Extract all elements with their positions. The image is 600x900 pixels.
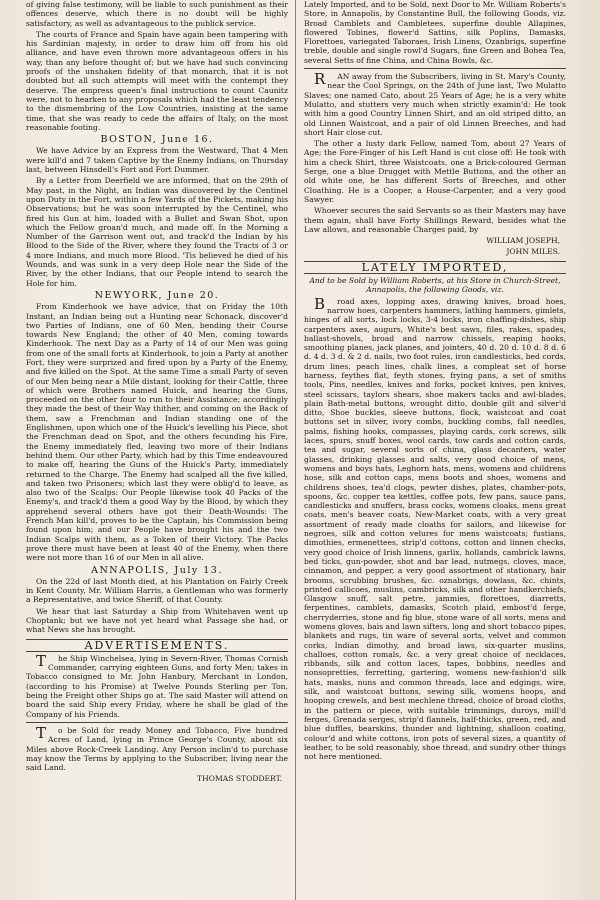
goods-list: Broad axes, lopping axes, drawing knives, broad hoes, narrow hoes, carpenters hammers, lathing hammers, gimlets, hinges of all sorts, lock locks, 3-4 locks, iron chaffing-dishes, ship carpenters axes, augurs, White's best saws, files, rakes, spades, ballast-shovels, broad and narrow chissels, reaping hooks, smoothing planes, jack planes, and jointers, 40 d. 20 d. 10 d. 8 d. 6 d. 4 d. 3 d. & 2 d. nails, two foot rules, iron candlesticks, bed cords, drum lines, peach lines, chalk lines, a compleat set of horse harness, feythes flat, feyth stones, frying pans, a set of smiths tools, Pins, needles, knives and forks, pocket knives, pen knives, steel scissars, taylors shears, shoe makers tacks and awl-blades, plain Bath-metal buttons, wrought ditto, double gilt and silver'd ditto, Shoe buckles, sleeve buttons, flock, waistcoat and coat buttons set in silver, ivory combs, buckling combs, fall needles, palms, fishing hooks, compasses, playing cards, cork screws, silk laces, spurs, snuff boxes, wool cards, tow cards and cotton cards, tea and sugar, several sorts of china, glass decanters, water glasses, drinking glasses and salts, very good choice of mens, womens and boys hats, Leghorn hats, mens, womens and childrens hose, silk and cotton caps, mens boots and shoes, womens and childrens shoes, tea'd clogs, pewter dishes, plates, chamber-pots, spoons, &c. copper tea kettles, coffee pots, few pans, sauce pans, candlesticks and snuffers, brass cocks, womens cloaks, mens great coats, men's beaver coats, New-Market coats, with a very great assortment of ready made cloaths for sailors, and likewise for negroes, silk and cotton velures for mens waistcoats; fustians, dimothies, ermenettees, strip'd cottons, cotton and linnen checks, very good choice of Irish linnens, garlix, hollands, cambrick lawns, bed ticks, gun-powder, shot and bar lead, nutmegs, cloves, mace, cinnamon, and pepper, a very good assortment of stationary, hair brooms, scrubbing brushes, &c. oznabrigs, dowlass, &c. chints, printed callicoes, muslins, cambricks, silk and other handkerchiefs, Glasgow snuff, salt petre, jammies, florettoes, diarretts, ferpentines, camblets, damasks, Scotch plaid, embost'd ferge, cherryderries, stone and fig blue, stone ware of all sorts, mens and womens gloves, bais and lawn sifters, long and short tobacco pipes, blankets and rugs, tin ware of several sorts, velvet and common corks, Indian dimothy, and broad laws, six-quarter muslins, challoes, cotton romals, &c. a very great choice of necklaces, ribbands, silk and cotton laces, tapes, bobbins, needles and nonsopretties, ferretting, gartering, womens new-fashion'd silk hats, masks, nuns and common threads, lace and edgings, wire, silk, and waistcoat buttons, sewing silk, womens hoops, and hooping crewels, and best mechlene thread, choice of broad cloths, in the pattern or piece, with suitable trimmings, duroys, mill'd ferges, Grenada serges, strip'd flannels, half-thicks, green, red, and blue duffles, bearskins, thunder and lightning, shalloon coating, colour'd and white cottons, iron pots of several sizes, a quantity of leather, to be sold reasonably, shoe thread, and sundry other things not here mentioned.	[304, 294, 566, 762]
advertisements-heading: ADVERTISEMENTS.	[26, 639, 288, 652]
boston-dateline: BOSTON, June 16.	[100, 134, 214, 146]
newyork-paragraph-1: From Kinderhook we have advice, that on Friday the 10th Instant, an Indian being out a Hunting near Schonack, discover'd two Parties of Indians, one of 60 Men, bending their Course towards New England; the other of 40 Men, coming towards Kinderhook. The next Day as a Party of 14 of our Men was going from one of the small forts at Kinderhook, to join a Party at another Fort, they were surprized and fired upon by a Party of the Enemy, and five killed on the Spot. At the same Time a small Party of seven of our Men being near a Mile distant, looking for their Cattle, three of which were Brothers named Huick, and hearing the Guns, proceeded on the other four to run to their Assistance; accordingly they made the best of their Way thither, and coming on the Back of them, saw a Frenchman and Indian standing one of the Englishmen, upon which one of the Huick's levelling his Piece, shot the Frenchman dead on Spot, and the others fecunding his Fire, the Enemy immediately fled, leaving two more of their Indians behind them. Our other Party, which had by this Time endeavoured to make off, hearing the Guns of the Huick's Party, immediately returned to the Charge. The Enemy had scalped all the five killed, and taken two Prisoners; which last they were oblig'd to leave, as also two of the Scalps: Our People likewise took 40 Packs of the Enemy's, and track'd them a good Way by the Blood, by which they apprehend several others have got their Death-Wounds: The French Man kill'd, proves to be the Captain, his Commission being found upon him; and our People have brought his and the two Indian Scalps with them, as a Token of their Victory. The Packs prove there must have been at least 40 of the Enemy, when there were not more than 16 of our Men in all alive.	[26, 302, 288, 563]
intro-paragraph-2: The courts of France and Spain have again been tampering with his Sardinian majesty, in order to draw him off from his old alliance, and have even thrown more advantageous offers in his way, than any before thought of; but we have had such convincing proofs of the unshaken fidelity of that monarch, that it is not doubted but all such attempts will meet with the contempt they deserve. The empress queen's final instructions to count Caunitz were, not to hearken to any proposals which had the least tendency to the dismembring of the Low Countries, insisting at the same time, that she was ready to cede the affairs of Italy, on the most reasonable footing.	[26, 29, 288, 132]
runaway-paragraph-2: The other a lusty dark Fellow, named Tom, about 27 Years of Age; the Fore-Finger of his Left Hand is cut close off: He took with him a check Shirt, three Waistcoats, one a Brick-coloured German Serge, one a blue Drugget with Mettle Buttons, and the other an old white one, he has different Sorts of Breeches, and other Cloathing. He is a Cooper, a House-Carpenter, and a very good Sawyer.	[304, 139, 566, 204]
ad-divider	[304, 68, 566, 69]
boston-paragraph-2: By a Letter from Deerfield we are informed, that on the 29th of May past, in the Night, an Indian was discovered by the Centinel upon Duty in the Fort, within a few Yards of the Pickets, making his Observations; but he was soon interrupted by the Centinel, who fired his Gun at him, loaded with a Bullet and Swan Shot, upon which the Fellow groan'd much, and made off. In the Morning a Number of the Garrison went out, and track'd the Indian by his Blood to the Side of the River, where they found the Tracts of 3 or 4 more Indians, and much more Blood. 'Tis believed he died of his Wounds, and was sunk in a very deep Hole near the Side of the River, by the other Indians, that our People intend to search the Hole for him.	[26, 176, 288, 288]
runaway-signature-2: JOHN MILES.	[506, 247, 560, 257]
ship-advertisement: The Ship Winchelsea, lying in Severn-River, Thomas Cornish Commander, carrying eighteen Guns, and forty Men; takes in Tobacco consigned to Mr. John Hanbury, Merchant in London, (according to his Promise) at Twelve Pounds Sterling per Ton, being the Freight other Ships go at. The said Master will attend on board the said Ship every Friday, where he shall be glad of the Company of his Friends.	[26, 651, 288, 719]
constantine-bull-advertisement: Lately Imported, and to be Sold, next Door to Mr. William Roberts's Store, in Annapolis, by Constantine Bull, the following Goods, viz. Broad Camblets and Cambletees, superfine double Allapines, flowered Tobines, flower'd Sattins, silk Poplins, Damasks, Florettoes, variegated Taboraes, Irish Linens, Ozanbrigs, superfine treble, double and single rowl'd Sugars, fine Green and Bohea Tea, several Setts of fine China, and China Bowls, &c.	[304, 0, 566, 65]
annapolis-paragraph-1: On the 22d of last Month died, at his Plantation on Fairly Creek in Kent County, Mr. William Harris, a Gentleman who was formerly a Representative, and twice Sheriff, of that County.	[26, 576, 288, 605]
ad-divider	[26, 722, 288, 723]
newyork-dateline: NEWYORK, June 20.	[94, 289, 220, 301]
annapolis-dateline: ANNAPOLIS, July 13.	[91, 564, 223, 576]
lately-imported-heading: LATELY IMPORTED,	[304, 261, 566, 274]
runaway-paragraph-1: RAN away from the Subscribers, living in St. Mary's County, near the Cool Springs, on the 24th of June last, Two Mulatto Slaves; one named Cato, about 25 Years of Age; he is a very white Mulatto, and stutters very much when strictly examin'd: He took with him a good Country Linnen Shirt, and an old striped ditto, an old Linnen Waistcoat, and a pair of old Linnen Breeches, and had short Hair close cut.	[304, 70, 566, 137]
intro-paragraph-1: of giving false testimony, will be liable to such punishment as their offences deserve, which there is no doubt will be highly satisfactory, as well as advantageous to the publick service.	[26, 0, 288, 28]
lately-imported-subheading: And to be Sold by William Roberts, at his Store in Church-Street, Annapolis, the following Goods, viz.	[309, 276, 561, 295]
ad-signature: THOMAS STODDERT.	[197, 774, 282, 784]
boston-paragraph-1: We have Advice by an Express from the Westward, That 4 Men were kill'd and 7 taken Captive by the Enemy Indians, on Thursday last, between Hinsdell's Fort and Fort Dummer.	[26, 146, 288, 175]
land-sale-advertisement: To be Sold for ready Money and Tobacco, Five hundred Acres of Land, lying in Prince George's County, about six Miles above Rock-Creek Landing. Any Person inclin'd to purchase may know the Terms by applying to the Subscriber, living near the said Land.	[26, 723, 288, 773]
annapolis-paragraph-2: We hear that last Saturday a Ship from Whitehaven went up Choptank; but we have not yet heard what Passage she had, or what News she has brought.	[26, 606, 288, 635]
left-column	[26, 0, 288, 900]
right-column	[304, 0, 566, 900]
column-rule	[295, 0, 296, 900]
runaway-signature-1: WILLIAM JOSEPH,	[486, 236, 560, 246]
runaway-paragraph-3: Whoever secures the said Servants so as their Masters may have them again, shall have Forty Shillings Reward, besides what the Law allows, and reasonable Charges paid, by	[304, 206, 566, 234]
